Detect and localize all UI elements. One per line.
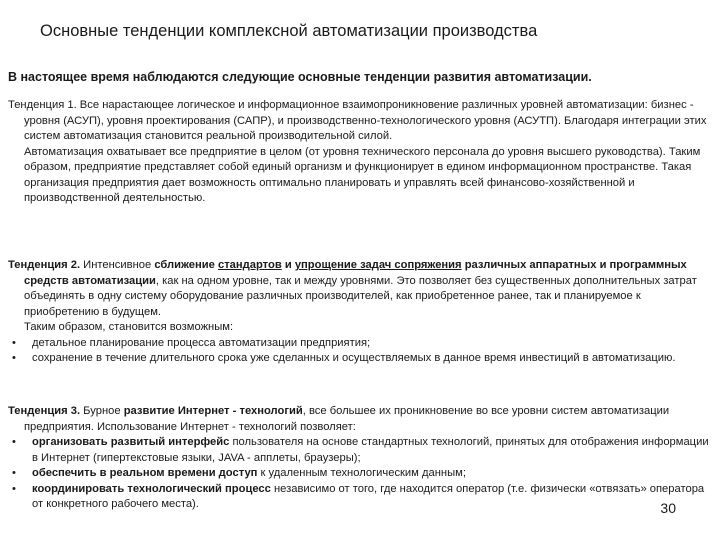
trend-3-text-c: , все большее их проникновение во все уровни систем автоматизации предприятия. Использование Интернет - технологий позволяет: [24, 405, 670, 433]
trend-1-heading: Тенденция 1 [8, 99, 74, 111]
trend-3-text-a: Бурное [80, 405, 124, 417]
trend-3-heading: Тенденция 3. [8, 405, 81, 417]
list-item-text: к удаленным технологическим данным; [257, 467, 466, 479]
list-item-text: сохранение в течение длительного срока уже сделанных и осуществляемых в данное время инвестиций в автоматизацию. [32, 352, 676, 364]
list-item [8, 482, 712, 513]
bullet-icon: • [12, 336, 16, 349]
bullet-icon: • [12, 352, 16, 364]
page-number: 30 [660, 500, 676, 516]
trend-2-text [8, 258, 712, 320]
trend-2-text-g: , как на одном уровне, так и между уровнями. Это позволяет без существенных дополнительных затрат объединять в одну систему оборудование различных производителей, как приобретенное ранее, так и планируемое к приобретению в будущем. [24, 274, 697, 318]
list-item [8, 336, 712, 352]
trend-1 [8, 98, 712, 207]
list-item [8, 351, 712, 367]
trend-3-text [8, 404, 712, 435]
list-item-bold: координировать технологический процесс [32, 482, 271, 495]
trend-2-simplification: упрощение задач сопряжения [294, 259, 462, 271]
list-item-text: детальное планирование процесса автоматизации предприятия; [32, 336, 371, 349]
list-item-text: независимо от того, где находится оператор (т.е. физически «отвязать» оператора от конкретного рабочего места). [32, 482, 705, 510]
trend-2-text-a: Интенсивное [80, 259, 155, 271]
trend-2-heading: Тенденция 2. [8, 259, 81, 271]
trend-2-text-d: и [281, 259, 295, 271]
trend-1-text [8, 98, 712, 145]
list-item-bold: организовать развитый интерфейс [32, 436, 230, 448]
list-item-bold: обеспечить в реальном времени доступ [32, 467, 258, 479]
list-item [8, 435, 712, 466]
trend-2-text-f: различных аппаратных и программных средств автоматизации [24, 259, 687, 287]
trend-2-standards: стандартов [217, 259, 282, 271]
trend-2 [8, 258, 712, 367]
trend-2-text-b: сближение [154, 259, 218, 271]
list-item-text: пользователя на основе стандартных технологий, принятых для отображения информации в Интернет (гипертекстовые языки, JAVA - апплеты, браузеры); [32, 436, 709, 464]
trend-1-body: . Все нарастающее логическое и информационное взаимопроникновение различных уровней автоматизации: бизнес - уровня (АСУП), уровня проектирования (САПР), и производственно-технологического уровня (АСУТП). Благодаря интеграции этих систем автоматизация становится реальной производительной силой. [24, 99, 707, 142]
trend-1-paragraph-2: Автоматизация охватывает все предприятие в целом (от уровня технического персонала до уровня высшего руководства). Таким образом, предприятие представляет собой единый организм и функционирует в едином информационном пространстве. Такая организация предприятия дает возможность оптимально планировать и управлять всей финансово-хозяйственной и производственной деятельностью. [24, 145, 701, 204]
trend-2-summary: Таким образом, становится возможным: [24, 321, 234, 333]
bullet-icon: • [12, 467, 16, 479]
intro-text: В настоящее время наблюдаются следующие основные тенденции развития автоматизации. [8, 70, 592, 84]
list-item [8, 466, 712, 482]
bullet-icon: • [12, 482, 16, 495]
trend-3-text-b: развитие Интернет - технологий [123, 405, 303, 417]
trend-3 [8, 404, 712, 513]
slide-title: Основные тенденции комплексной автоматизации производства [40, 22, 538, 40]
bullet-icon: • [12, 436, 16, 448]
